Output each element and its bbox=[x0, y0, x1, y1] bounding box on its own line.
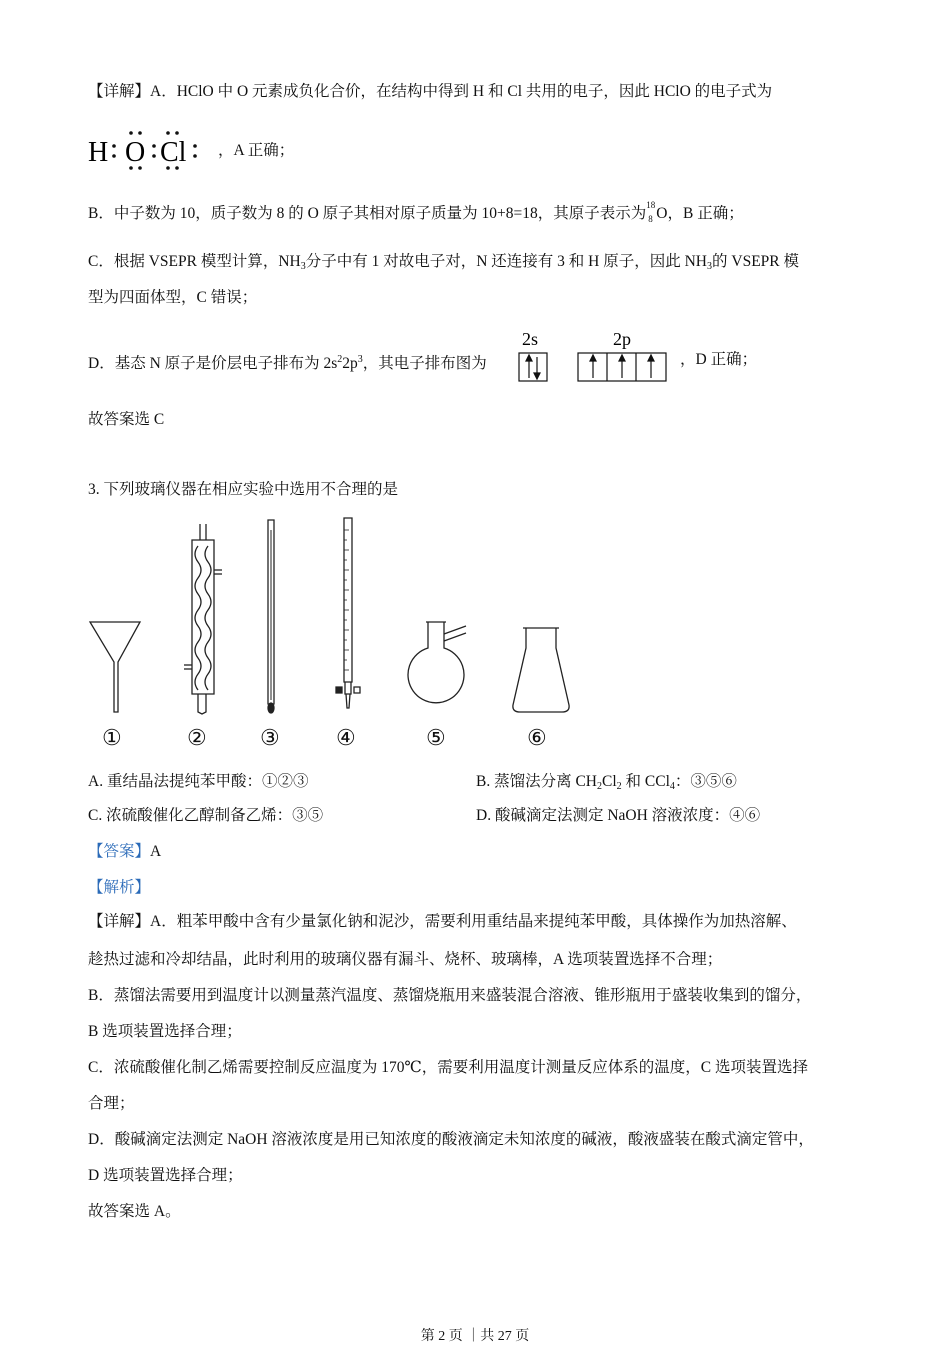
condenser-icon bbox=[184, 524, 222, 714]
option-B bbox=[476, 772, 737, 797]
answer-value: A bbox=[150, 843, 162, 860]
option-B-post: ：③⑤⑥ bbox=[674, 773, 737, 790]
lewis-O: O bbox=[125, 137, 146, 168]
explain-A-2: 趁热过滤和冷却结晶，此时利用的玻璃仪器有漏斗、烧杯、玻璃棒，A 选项装置选择不合理； bbox=[88, 951, 723, 968]
burette-icon bbox=[336, 518, 360, 708]
nh3-subscript-2: 3 bbox=[707, 261, 712, 272]
detail-D-mid: 2p bbox=[342, 355, 358, 372]
detail-C-text-b: 分子中有 1 对故电子对，N 还连接有 3 和 H 原子，因此 NH bbox=[305, 253, 707, 270]
orbital-2p-label: 2p bbox=[613, 330, 631, 349]
detail-D-post: ，其电子排布图为 bbox=[362, 355, 487, 372]
detail-D-text bbox=[88, 350, 487, 374]
explain-B-2: B 选项装置选择合理； bbox=[88, 1023, 242, 1040]
detail-A-line1 bbox=[88, 82, 772, 102]
lewis-Cl: Cl bbox=[160, 137, 187, 168]
element-symbol: O bbox=[656, 205, 668, 222]
option-A: A. 重结晶法提纯苯甲酸：①②③ bbox=[88, 773, 309, 790]
answer-line bbox=[88, 842, 161, 862]
detail-A-line2 bbox=[88, 128, 294, 174]
option-B-sub3: 4 bbox=[669, 781, 675, 792]
nuclide-notation bbox=[646, 200, 656, 224]
q3-stem: 3. 下列玻璃仪器在相应实验中选用不合理的是 bbox=[88, 481, 399, 498]
orbital-2p-arrows bbox=[590, 355, 654, 378]
glassware-figure bbox=[80, 510, 600, 760]
atomic-number: 8 bbox=[648, 214, 653, 224]
2s-superscript: 2 bbox=[337, 354, 343, 365]
page-footer: 第 2 页 ｜共 27 页 bbox=[420, 1329, 530, 1344]
explain-D-2: D 选项装置选择合理； bbox=[88, 1167, 243, 1184]
detail-B-correct: ，B 正确； bbox=[667, 205, 744, 222]
option-B-pre: B. 蒸馏法分离 CH bbox=[476, 773, 597, 790]
label-2: ② bbox=[187, 725, 207, 750]
mass-number: 18 bbox=[646, 200, 656, 210]
analysis-tag: 【解析】 bbox=[88, 879, 151, 896]
label-3: ③ bbox=[260, 725, 280, 750]
answer-tag: 【答案】 bbox=[88, 843, 151, 860]
explain-B-1: B．蒸馏法需要用到温度计以测量蒸汽温度、蒸馏烧瓶用来盛装混合溶液、锥形瓶用于盛装收集到的馏分， bbox=[88, 987, 812, 1004]
lewis-H: H bbox=[88, 137, 109, 168]
detail-tag: 【详解】 bbox=[88, 83, 151, 100]
orbital-2s-label: 2s bbox=[522, 330, 539, 349]
detail-D-correct: ，D 正确； bbox=[680, 351, 758, 368]
explain-A-1: 【详解】A．粗苯甲酸中含有少量氯化钠和泥沙，需要利用重结晶来提纯苯甲酸，具体操作为加热溶解、 bbox=[88, 913, 797, 930]
detail-C-text-c: 的 VSEPR 模 bbox=[712, 253, 799, 270]
label-1: ① bbox=[102, 725, 122, 750]
detail-D-pre: D．基态 N 原子是价层电子排布为 2s bbox=[88, 355, 338, 372]
2p-superscript: 3 bbox=[357, 354, 363, 365]
hclo-lewis-structure bbox=[88, 128, 218, 174]
thermometer-icon bbox=[268, 520, 274, 713]
option-B-sub1: 2 bbox=[597, 781, 602, 792]
detail-A-correct: ，A 正确； bbox=[218, 142, 295, 159]
detail-C-line1 bbox=[88, 252, 799, 277]
option-B-mid2: 和 CCl bbox=[621, 773, 670, 790]
option-D: D. 酸碱滴定法测定 NaOH 溶液浓度：④⑥ bbox=[476, 807, 761, 824]
orbital-diagram bbox=[516, 330, 676, 386]
explain-C-2: 合理； bbox=[88, 1095, 135, 1112]
detail-A-text: A．HClO 中 O 元素成负化合价，在结构中得到 H 和 Cl 共用的电子，因此 HClO 的电子式为 bbox=[150, 83, 773, 100]
option-C: C. 浓硫酸催化乙醇制备乙烯：③⑤ bbox=[88, 807, 324, 824]
detail-B-line bbox=[88, 200, 744, 224]
option-B-sub2: 2 bbox=[616, 781, 622, 792]
detail-C-text-a: C．根据 VSEPR 模型计算，NH bbox=[88, 253, 301, 270]
label-6: ⑥ bbox=[527, 725, 547, 750]
detail-conclusion: 故答案选 C bbox=[88, 411, 165, 428]
conical-flask-icon bbox=[513, 628, 569, 712]
nh3-subscript-1: 3 bbox=[300, 261, 306, 272]
orbital-2s-box bbox=[519, 353, 547, 381]
distillation-flask-icon bbox=[408, 622, 466, 703]
detail-B-text: B．中子数为 10，质子数为 8 的 O 原子其相对原子质量为 10+8=18，其原子表示为 bbox=[88, 205, 647, 222]
label-4: ④ bbox=[336, 725, 356, 750]
orbital-2s-arrows bbox=[526, 355, 540, 379]
explain-conclusion: 故答案选 A。 bbox=[88, 1203, 181, 1220]
explain-D-1: D．酸碱滴定法测定 NaOH 溶液浓度是用已知浓度的酸液滴定未知浓度的碱液，酸液盛装在酸式滴定管中， bbox=[88, 1131, 814, 1148]
label-5: ⑤ bbox=[426, 725, 446, 750]
explain-C-1: C．浓硫酸催化制乙烯需要控制反应温度为 170℃，需要利用温度计测量反应体系的温度，C 选项装置选择 bbox=[88, 1059, 809, 1076]
funnel-icon bbox=[90, 622, 140, 712]
detail-C-line2: 型为四面体型，C 错误； bbox=[88, 289, 258, 306]
option-B-mid: Cl bbox=[602, 773, 617, 790]
